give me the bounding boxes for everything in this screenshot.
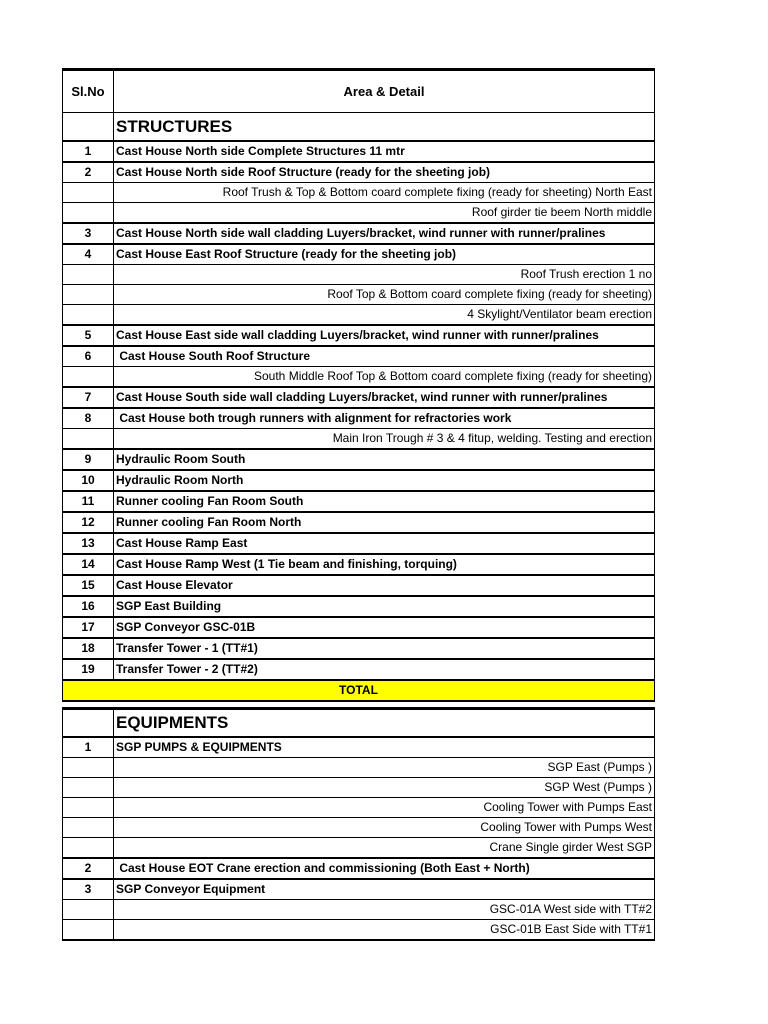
table-row [63,162,655,183]
row-item-cell: Runner cooling Fan Room North [114,512,655,533]
row-subitem-cell: South Middle Roof Top & Bottom coard complete fixing (ready for sheeting) [114,366,655,387]
row-subitem-cell: Crane Single girder West SGP [114,837,655,858]
table-row [63,284,655,304]
table-row [63,408,655,429]
equipments-table [62,707,655,941]
row-item-cell: Hydraulic Room North [114,470,655,491]
structures-table [62,68,655,702]
section-blank-cell [63,113,114,141]
row-item-cell: Cast House North side Roof Structure (ready for the sheeting job) [114,162,655,183]
row-number-cell [63,202,114,223]
table-row [63,264,655,284]
row-item-cell: SGP Conveyor GSC-01B [114,617,655,638]
table-row [63,428,655,449]
table-row [63,575,655,596]
row-subitem-cell: Cooling Tower with Pumps West [114,817,655,837]
row-number-cell [63,304,114,325]
table-row [63,879,655,900]
table-row [63,817,655,837]
row-number-cell [63,182,114,202]
row-number-cell: 18 [63,638,114,659]
structures-table-section [62,68,654,702]
row-number-cell [63,428,114,449]
row-number-cell: 2 [63,162,114,183]
table-row [63,182,655,202]
row-subitem-cell: Roof Top & Bottom coard complete fixing (ready for sheeting) [114,284,655,304]
table-row [63,797,655,817]
table-row [63,899,655,919]
row-subitem-cell: GSC-01A West side with TT#2 [114,899,655,919]
row-number-cell [63,817,114,837]
row-number-cell: 15 [63,575,114,596]
table-row [63,919,655,940]
row-number-cell: 14 [63,554,114,575]
row-subitem-cell: Main Iron Trough # 3 & 4 fitup, welding. Testing and erection [114,428,655,449]
table-row [63,777,655,797]
row-subitem-cell: Roof girder tie beem North middle [114,202,655,223]
table-row [63,202,655,223]
row-number-cell: 3 [63,879,114,900]
row-item-cell: SGP Conveyor Equipment [114,879,655,900]
row-item-cell: Runner cooling Fan Room South [114,491,655,512]
row-subitem-cell: SGP East (Pumps ) [114,757,655,777]
row-number-cell: 9 [63,449,114,470]
table-row [63,512,655,533]
table-row [63,387,655,408]
row-item-cell: Cast House both trough runners with alignment for refractories work [114,408,655,429]
table-row [63,491,655,512]
table-row [63,325,655,346]
table-row [63,366,655,387]
row-number-cell: 1 [63,141,114,162]
table-row [63,554,655,575]
table-row [63,858,655,879]
section-title-structures: STRUCTURES [114,113,655,141]
row-item-cell: Cast House East Roof Structure (ready for the sheeting job) [114,244,655,265]
row-number-cell [63,366,114,387]
section-row-structures [63,113,655,141]
table-row [63,244,655,265]
row-number-cell [63,264,114,284]
row-number-cell: 10 [63,470,114,491]
row-item-cell: SGP PUMPS & EQUIPMENTS [114,737,655,758]
row-item-cell: Cast House South side wall cladding Luyers/bracket, wind runner with runner/pralines [114,387,655,408]
row-subitem-cell: GSC-01B East Side with TT#1 [114,919,655,940]
total-row [63,680,655,701]
table-row [63,659,655,680]
table-row [63,304,655,325]
table-row [63,533,655,554]
row-number-cell: 17 [63,617,114,638]
row-item-cell: SGP East Building [114,596,655,617]
row-number-cell: 3 [63,223,114,244]
row-subitem-cell: Roof Trush erection 1 no [114,264,655,284]
table-row [63,141,655,162]
row-number-cell: 7 [63,387,114,408]
row-number-cell: 11 [63,491,114,512]
table-row [63,757,655,777]
section-blank-cell [63,709,114,737]
table-row [63,470,655,491]
row-number-cell: 6 [63,346,114,367]
table-row [63,737,655,758]
row-number-cell: 2 [63,858,114,879]
row-number-cell [63,899,114,919]
header-area-detail: Area & Detail [114,70,655,113]
row-item-cell: Cast House North side wall cladding Luyers/bracket, wind runner with runner/pralines [114,223,655,244]
row-item-cell: Cast House Ramp East [114,533,655,554]
row-number-cell: 13 [63,533,114,554]
row-number-cell [63,777,114,797]
row-number-cell: 16 [63,596,114,617]
row-subitem-cell: SGP West (Pumps ) [114,777,655,797]
row-item-cell: Transfer Tower - 2 (TT#2) [114,659,655,680]
row-number-cell [63,919,114,940]
row-number-cell: 12 [63,512,114,533]
table-row [63,346,655,367]
section-row-equipments [63,709,655,737]
table-header-row [63,70,655,113]
table-row [63,596,655,617]
row-number-cell [63,757,114,777]
row-item-cell: Cast House North side Complete Structures 11 mtr [114,141,655,162]
row-number-cell [63,837,114,858]
row-number-cell: 8 [63,408,114,429]
header-slno: Sl.No [63,70,114,113]
table-row [63,837,655,858]
row-item-cell: Cast House EOT Crane erection and commissioning (Both East + North) [114,858,655,879]
row-item-cell: Hydraulic Room South [114,449,655,470]
row-item-cell: Cast House South Roof Structure [114,346,655,367]
row-number-cell: 1 [63,737,114,758]
table-row [63,449,655,470]
row-number-cell [63,284,114,304]
equipments-table-section [62,707,654,941]
row-subitem-cell: 4 Skylight/Ventilator beam erection [114,304,655,325]
table-row [63,617,655,638]
table-row [63,638,655,659]
table-row [63,223,655,244]
row-number-cell [63,797,114,817]
row-item-cell: Cast House East side wall cladding Luyers/bracket, wind runner with runner/pralines [114,325,655,346]
row-number-cell: 19 [63,659,114,680]
row-number-cell: 4 [63,244,114,265]
row-item-cell: Cast House Elevator [114,575,655,596]
row-item-cell: Cast House Ramp West (1 Tie beam and finishing, torquing) [114,554,655,575]
total-label: TOTAL [63,680,655,701]
row-subitem-cell: Roof Trush & Top & Bottom coard complete fixing (ready for sheeting) North East [114,182,655,202]
row-number-cell: 5 [63,325,114,346]
row-subitem-cell: Cooling Tower with Pumps East [114,797,655,817]
section-title-equipments: EQUIPMENTS [114,709,655,737]
row-item-cell: Transfer Tower - 1 (TT#1) [114,638,655,659]
